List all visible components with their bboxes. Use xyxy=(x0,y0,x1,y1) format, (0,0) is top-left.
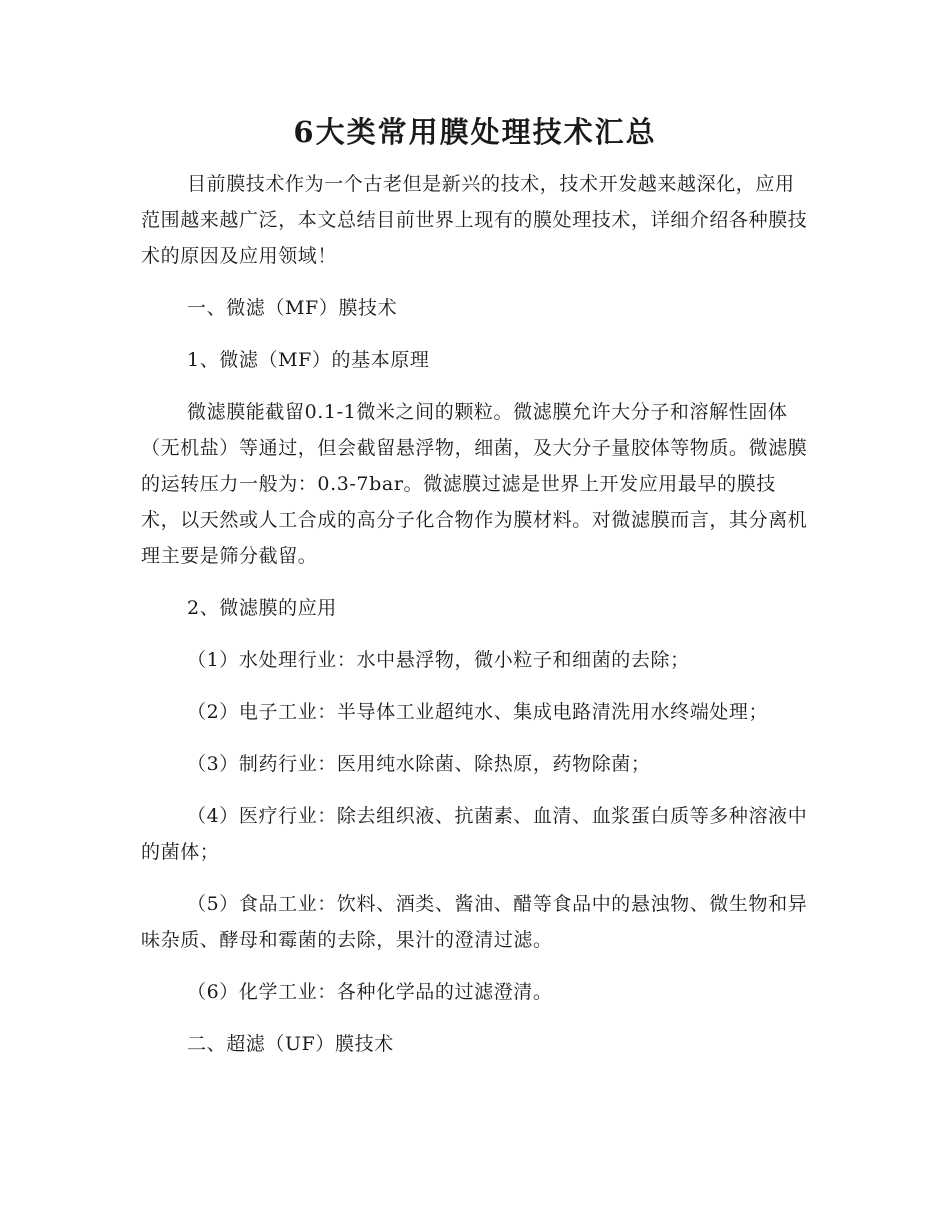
application-item-medical: （4）医疗行业：除去组织液、抗菌素、血清、血浆蛋白质等多种溶液中的菌体； xyxy=(141,805,808,863)
document-title: 6大类常用膜处理技术汇总 xyxy=(293,115,657,149)
document-body xyxy=(141,166,811,1062)
mf-principle-paragraph: 微滤膜能截留0.1-1微米之间的颗粒。微滤膜允许大分子和溶解性固体（无机盐）等通过，但会截留悬浮物，细菌，及大分子量胶体等物质。微滤膜的运转压力一般为：0.3-7bar。微滤膜过滤是世界上开发应用最早的膜技术，以天然或人工合成的高分子化合物作为膜材料。对微滤膜而言，其分离机理主要是筛分截留。 xyxy=(141,401,808,567)
section-heading-mf: 一、微滤（MF）膜技术 xyxy=(187,297,398,319)
application-item-water: （1）水处理行业：水中悬浮物，微小粒子和细菌的去除； xyxy=(187,649,690,671)
subsection-heading-mf-application: 2、微滤膜的应用 xyxy=(187,597,337,619)
subsection-heading-mf-principle: 1、微滤（MF）的基本原理 xyxy=(187,349,430,371)
application-item-pharma: （3）制药行业：医用纯水除菌、除热原，药物除菌； xyxy=(187,753,651,775)
section-heading-uf: 二、超滤（UF）膜技术 xyxy=(187,1033,394,1055)
application-item-electronics: （2）电子工业：半导体工业超纯水、集成电路清洗用水终端处理； xyxy=(187,701,769,723)
application-item-food: （5）食品工业：饮料、酒类、酱油、醋等食品中的悬浊物、微生物和异味杂质、酵母和霉菌的去除，果汁的澄清过滤。 xyxy=(141,893,808,951)
application-item-chemical: （6）化学工业：各种化学品的过滤澄清。 xyxy=(187,981,553,1003)
intro-paragraph: 目前膜技术作为一个古老但是新兴的技术，技术开发越来越深化，应用范围越来越广泛，本文总结目前世界上现有的膜处理技术，详细介绍各种膜技术的原因及应用领域！ xyxy=(141,173,808,267)
